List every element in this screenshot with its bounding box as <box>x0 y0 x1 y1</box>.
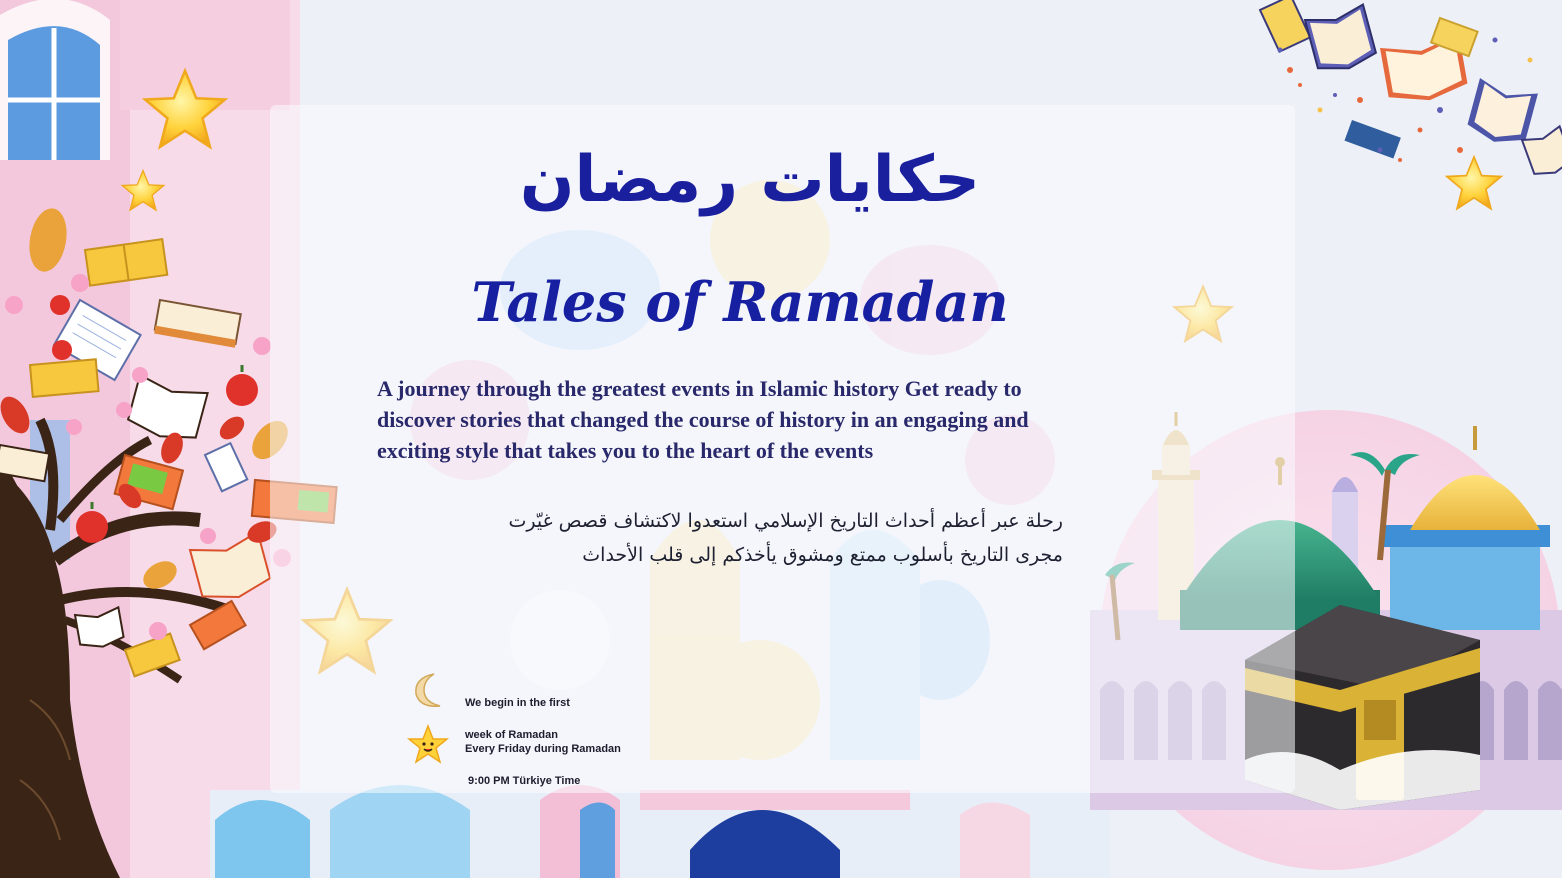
start-info-line-1: We begin in the first <box>465 697 570 709</box>
time-info-line-1: Every Friday during Ramadan <box>465 743 621 755</box>
time-info <box>465 725 621 805</box>
start-info-line-2: week of Ramadan <box>465 729 558 741</box>
arabic-description <box>400 504 1063 572</box>
arabic-description-line-2: مجرى التاريخ بأسلوب ممتع ومشوق يأخذكم إلى قلب الأحداث <box>582 544 1063 566</box>
english-title: Tales of Ramadan <box>471 270 1009 334</box>
arabic-description-line-1: رحلة عبر أعظم أحداث التاريخ الإسلامي استعدوا لاكتشاف قصص غيّرت <box>508 510 1063 532</box>
smiling-star-icon <box>406 724 450 766</box>
crescent-moon-icon <box>412 672 446 710</box>
bottom-arches <box>210 785 1110 878</box>
flying-books-illustration <box>1260 0 1562 179</box>
arabic-title: حكايات رمضان <box>519 143 981 217</box>
time-info-line-2: 9:00 PM Türkiye Time <box>465 775 581 787</box>
english-description: A journey through the greatest events in Islamic history Get ready to discover stories that changed the course of history in an engaging and exciting style that takes you to the heart of the events <box>377 376 1029 463</box>
